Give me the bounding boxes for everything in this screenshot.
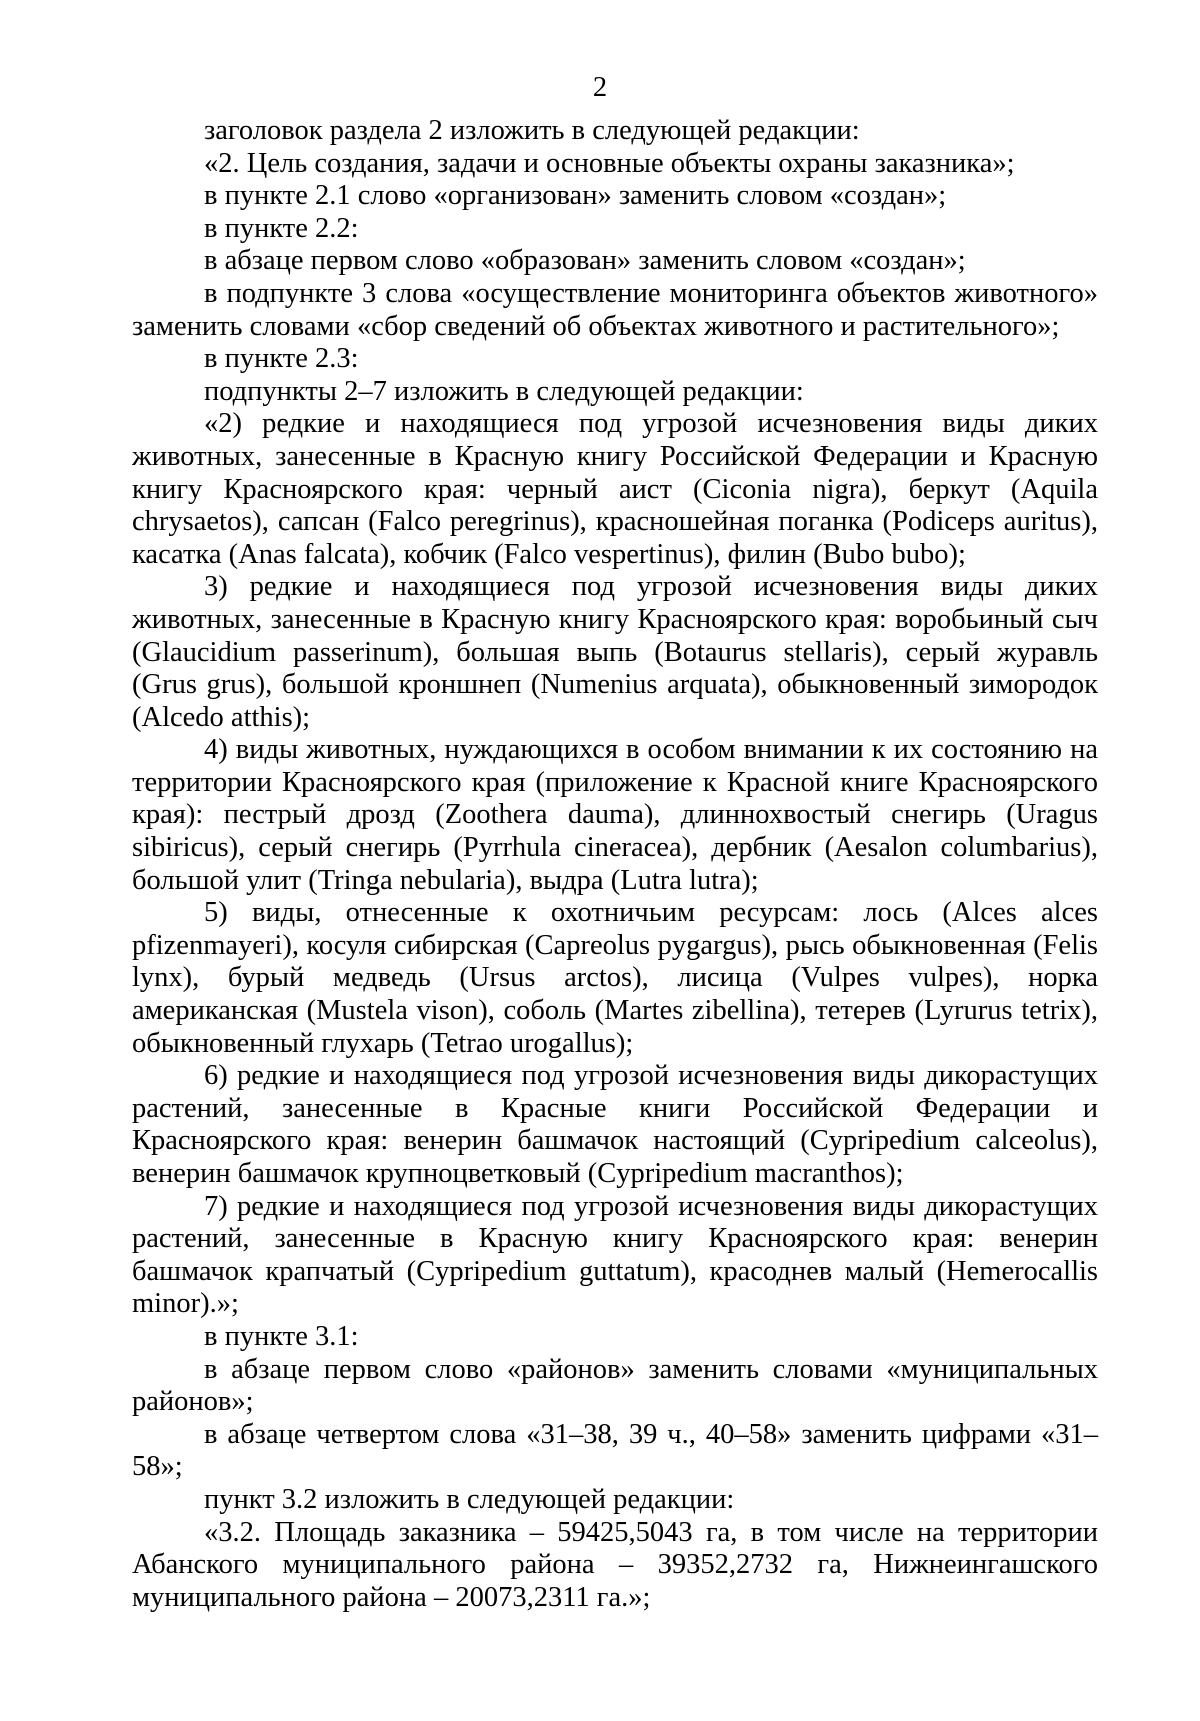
paragraph-subpoints-intro: подпункты 2–7 изложить в следующей редакции: [204,375,804,407]
paragraph-section2-heading-text: «2. Цель создания, задачи и основные объекты охраны заказника»; [204,147,1015,179]
paragraph-point-2-2: в пункте 2.2: [204,212,359,244]
paragraph-subpoint-7: 7) редкие и находящиеся под угрозой исчезновения виды дикорастущих растений, занесенные в Красную книгу Красноярского края: венерин башмачок крапчатый (Cypripedium guttatum), красоднев малый (Hemerocallis minor).»; [132,1190,1098,1320]
paragraph-point-3-1-first: в абзаце первом слово «районов» заменить словами «муниципальных районов»; [132,1353,1098,1418]
document-body [132,115,1098,1614]
paragraph-point-2-2-sub3: в подпункте 3 слова «осуществление мониторинга объектов животного» заменить словами «сбор сведений об объектах животного и растительного»; [132,277,1098,342]
paragraph-subpoint-3: 3) редкие и находящиеся под угрозой исчезновения виды диких животных, занесенные в Красную книгу Красноярского края: воробьиный сыч (Glaucidium passerinum), большая выпь (Botaurus stellaris), серый журавль (Grus grus), большой кроншнеп (Numenius arquata), обыкновенный зимородок (Alcedo atthis); [132,571,1098,733]
paragraph-point-3-2-text: «3.2. Площадь заказника – 59425,5043 га, в том числе на территории Абанского муниципального района – 39352,2732 га, Нижнеингашского муниципального района – 20073,2311 га.»; [132,1516,1098,1613]
paragraph-section2-heading-intro: заголовок раздела 2 изложить в следующей редакции: [204,115,860,146]
paragraph-subpoint-4: 4) виды животных, нуждающихся в особом внимании к их состоянию на территории Красноярского края (приложение к Красной книге Красноярского края): пестрый дрозд (Zoothera dauma), длиннохвостый снегирь (Uragus sibiricus), серый снегирь (Pyrrhula cineracea), дербник (Aesalon columbarius), большой улит (Tringa nebularia), выдра (Lutra lutra); [132,734,1098,896]
paragraph-point-2-2-first: в абзаце первом слово «образован» заменить словом «создан»; [204,245,966,277]
paragraph-point-3-1-fourth: в абзаце четвертом слова «31–38, 39 ч., 40–58» заменить цифрами «31–58»; [132,1418,1098,1483]
paragraph-subpoint-5: 5) виды, отнесенные к охотничьим ресурсам: лось (Alces alces pfizenmayeri), косуля сибирская (Capreolus pygargus), рысь обыкновенная (Felis lynx), бурый медведь (Ursus arctos), лисица (Vulpes vulpes), норка американская (Mustela vison), соболь (Martes zibellina), тетерев (Lyrurus tetrix), обыкновенный глухарь (Tetrao urogallus); [132,897,1098,1059]
paragraph-point-3-2-intro: пункт 3.2 изложить в следующей редакции: [204,1483,735,1515]
page-number: 2 [592,72,608,103]
paragraph-point-2-3: в пункте 2.3: [204,343,359,375]
paragraph-subpoint-6: 6) редкие и находящиеся под угрозой исчезновения виды дикорастущих растений, занесенные в Красные книги Российской Федерации и Красноярского края: венерин башмачок настоящий (Cypripedium calceolus), венерин башмачок крупноцветковый (Cypripedium macranthos); [132,1060,1098,1189]
paragraph-point-3-1: в пункте 3.1: [204,1320,359,1352]
paragraph-subpoint-2: «2) редкие и находящиеся под угрозой исчезновения виды диких животных, занесенные в Красную книгу Российской Федерации и Красную книгу Красноярского края: черный аист (Ciconia nigra), беркут (Aquila chrysaetos), сапсан (Falco peregrinus), красношейная поганка (Podiceps auritus), касатка (Anas falcata), кобчик (Falco vespertinus), филин (Bubo bubo); [132,408,1098,570]
paragraph-point-2-1: в пункте 2.1 слово «организован» заменить словом «создан»; [204,180,947,212]
